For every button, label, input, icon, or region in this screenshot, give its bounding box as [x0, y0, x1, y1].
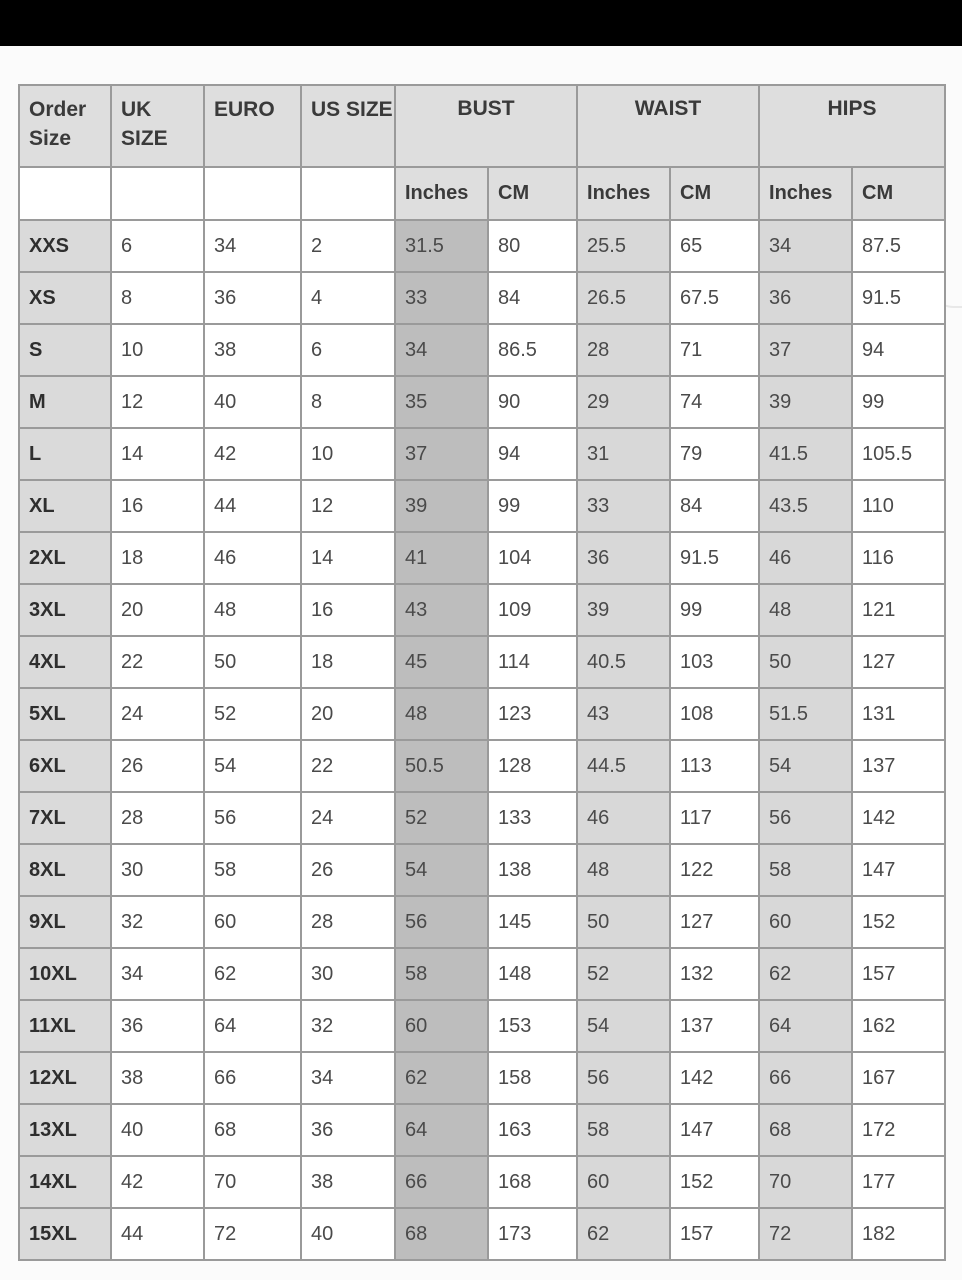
- bust-cm-cell: 133: [488, 792, 577, 844]
- euro-size-cell: 42: [204, 428, 301, 480]
- hips-cm-cell: 131: [852, 688, 945, 740]
- waist-cm-cell: 142: [670, 1052, 759, 1104]
- waist-cm-cell: 122: [670, 844, 759, 896]
- uk-size-cell: 32: [111, 896, 204, 948]
- waist-cm-cell: 99: [670, 584, 759, 636]
- bust-cm-cell: 80: [488, 220, 577, 272]
- hips-inches-cell: 66: [759, 1052, 852, 1104]
- us-size-cell: 22: [301, 740, 395, 792]
- waist-cm-cell: 84: [670, 480, 759, 532]
- hips-inches-cell: 62: [759, 948, 852, 1000]
- bust-inches-cell: 45: [395, 636, 488, 688]
- us-size-cell: 36: [301, 1104, 395, 1156]
- header-waist: WAIST: [577, 85, 759, 167]
- bust-cm-cell: 94: [488, 428, 577, 480]
- euro-size-cell: 62: [204, 948, 301, 1000]
- bust-inches-cell: 41: [395, 532, 488, 584]
- bust-inches-cell: 54: [395, 844, 488, 896]
- waist-cm-cell: 91.5: [670, 532, 759, 584]
- waist-inches-cell: 58: [577, 1104, 670, 1156]
- bust-cm-cell: 99: [488, 480, 577, 532]
- uk-size-cell: 12: [111, 376, 204, 428]
- waist-inches-cell: 26.5: [577, 272, 670, 324]
- header-bust-cm: CM: [488, 167, 577, 220]
- table-row: [19, 220, 945, 272]
- us-size-cell: 30: [301, 948, 395, 1000]
- euro-size-cell: 34: [204, 220, 301, 272]
- euro-size-cell: 36: [204, 272, 301, 324]
- us-size-cell: 34: [301, 1052, 395, 1104]
- header-waist-inches: Inches: [577, 167, 670, 220]
- hips-cm-cell: 121: [852, 584, 945, 636]
- bust-inches-cell: 33: [395, 272, 488, 324]
- hips-inches-cell: 51.5: [759, 688, 852, 740]
- hips-cm-cell: 137: [852, 740, 945, 792]
- order-size-cell: 5XL: [19, 688, 111, 740]
- hips-inches-cell: 70: [759, 1156, 852, 1208]
- header-bust-inches: Inches: [395, 167, 488, 220]
- uk-size-cell: 26: [111, 740, 204, 792]
- hips-cm-cell: 172: [852, 1104, 945, 1156]
- uk-size-cell: 14: [111, 428, 204, 480]
- us-size-cell: 18: [301, 636, 395, 688]
- table-row: [19, 376, 945, 428]
- order-size-cell: 12XL: [19, 1052, 111, 1104]
- waist-cm-cell: 71: [670, 324, 759, 376]
- euro-size-cell: 48: [204, 584, 301, 636]
- bust-inches-cell: 52: [395, 792, 488, 844]
- size-chart-container: [18, 84, 944, 1259]
- header-us-size: US SIZE: [301, 85, 395, 167]
- header-uk-size: UK SIZE: [111, 85, 204, 167]
- order-size-cell: XXS: [19, 220, 111, 272]
- hips-inches-cell: 34: [759, 220, 852, 272]
- waist-inches-cell: 43: [577, 688, 670, 740]
- waist-inches-cell: 28: [577, 324, 670, 376]
- table-row: [19, 272, 945, 324]
- hips-cm-cell: 94: [852, 324, 945, 376]
- us-size-cell: 16: [301, 584, 395, 636]
- euro-size-cell: 64: [204, 1000, 301, 1052]
- bust-inches-cell: 48: [395, 688, 488, 740]
- waist-cm-cell: 152: [670, 1156, 759, 1208]
- order-size-cell: 2XL: [19, 532, 111, 584]
- table-row: [19, 324, 945, 376]
- waist-cm-cell: 117: [670, 792, 759, 844]
- bust-cm-cell: 148: [488, 948, 577, 1000]
- uk-size-cell: 8: [111, 272, 204, 324]
- table-row: [19, 1000, 945, 1052]
- header-euro: EURO: [204, 85, 301, 167]
- bust-inches-cell: 35: [395, 376, 488, 428]
- waist-cm-cell: 79: [670, 428, 759, 480]
- header-order-size: Order Size: [19, 85, 111, 167]
- header-hips-inches: Inches: [759, 167, 852, 220]
- bust-inches-cell: 39: [395, 480, 488, 532]
- bust-inches-cell: 68: [395, 1208, 488, 1260]
- table-row: [19, 896, 945, 948]
- bust-cm-cell: 145: [488, 896, 577, 948]
- us-size-cell: 6: [301, 324, 395, 376]
- hips-cm-cell: 91.5: [852, 272, 945, 324]
- order-size-cell: S: [19, 324, 111, 376]
- hips-cm-cell: 105.5: [852, 428, 945, 480]
- table-row: [19, 636, 945, 688]
- uk-size-cell: 10: [111, 324, 204, 376]
- order-size-cell: 4XL: [19, 636, 111, 688]
- us-size-cell: 14: [301, 532, 395, 584]
- waist-cm-cell: 67.5: [670, 272, 759, 324]
- table-row: [19, 1052, 945, 1104]
- order-size-cell: 14XL: [19, 1156, 111, 1208]
- order-size-cell: XL: [19, 480, 111, 532]
- order-size-cell: 13XL: [19, 1104, 111, 1156]
- order-size-cell: M: [19, 376, 111, 428]
- bust-cm-cell: 84: [488, 272, 577, 324]
- table-row: [19, 584, 945, 636]
- order-size-cell: L: [19, 428, 111, 480]
- us-size-cell: 40: [301, 1208, 395, 1260]
- table-row: [19, 740, 945, 792]
- euro-size-cell: 56: [204, 792, 301, 844]
- us-size-cell: 12: [301, 480, 395, 532]
- hips-cm-cell: 177: [852, 1156, 945, 1208]
- waist-inches-cell: 48: [577, 844, 670, 896]
- header-row-units: [19, 167, 945, 220]
- waist-inches-cell: 62: [577, 1208, 670, 1260]
- euro-size-cell: 68: [204, 1104, 301, 1156]
- hips-cm-cell: 87.5: [852, 220, 945, 272]
- blank-cell: [204, 167, 301, 220]
- hips-inches-cell: 46: [759, 532, 852, 584]
- hips-cm-cell: 167: [852, 1052, 945, 1104]
- waist-inches-cell: 60: [577, 1156, 670, 1208]
- bust-inches-cell: 56: [395, 896, 488, 948]
- uk-size-cell: 6: [111, 220, 204, 272]
- bust-cm-cell: 138: [488, 844, 577, 896]
- waist-inches-cell: 39: [577, 584, 670, 636]
- euro-size-cell: 40: [204, 376, 301, 428]
- hips-inches-cell: 48: [759, 584, 852, 636]
- waist-inches-cell: 31: [577, 428, 670, 480]
- hips-inches-cell: 50: [759, 636, 852, 688]
- uk-size-cell: 16: [111, 480, 204, 532]
- order-size-cell: 15XL: [19, 1208, 111, 1260]
- waist-inches-cell: 46: [577, 792, 670, 844]
- table-row: [19, 688, 945, 740]
- waist-inches-cell: 50: [577, 896, 670, 948]
- table-row: [19, 844, 945, 896]
- bust-cm-cell: 90: [488, 376, 577, 428]
- top-black-bar: [0, 0, 962, 46]
- order-size-cell: 9XL: [19, 896, 111, 948]
- bust-inches-cell: 58: [395, 948, 488, 1000]
- table-row: [19, 1104, 945, 1156]
- hips-inches-cell: 43.5: [759, 480, 852, 532]
- us-size-cell: 10: [301, 428, 395, 480]
- table-row: [19, 1156, 945, 1208]
- blank-cell: [19, 167, 111, 220]
- euro-size-cell: 60: [204, 896, 301, 948]
- bust-cm-cell: 128: [488, 740, 577, 792]
- hips-inches-cell: 41.5: [759, 428, 852, 480]
- us-size-cell: 28: [301, 896, 395, 948]
- uk-size-cell: 18: [111, 532, 204, 584]
- uk-size-cell: 38: [111, 1052, 204, 1104]
- uk-size-cell: 36: [111, 1000, 204, 1052]
- order-size-cell: 10XL: [19, 948, 111, 1000]
- table-row: [19, 480, 945, 532]
- hips-cm-cell: 147: [852, 844, 945, 896]
- uk-size-cell: 44: [111, 1208, 204, 1260]
- hips-inches-cell: 36: [759, 272, 852, 324]
- hips-inches-cell: 54: [759, 740, 852, 792]
- bust-inches-cell: 43: [395, 584, 488, 636]
- hips-cm-cell: 157: [852, 948, 945, 1000]
- euro-size-cell: 58: [204, 844, 301, 896]
- waist-inches-cell: 40.5: [577, 636, 670, 688]
- waist-cm-cell: 157: [670, 1208, 759, 1260]
- table-row: [19, 428, 945, 480]
- euro-size-cell: 44: [204, 480, 301, 532]
- bust-cm-cell: 168: [488, 1156, 577, 1208]
- hips-inches-cell: 58: [759, 844, 852, 896]
- header-row-main: [19, 85, 945, 167]
- header-hips: HIPS: [759, 85, 945, 167]
- waist-inches-cell: 52: [577, 948, 670, 1000]
- hips-inches-cell: 60: [759, 896, 852, 948]
- hips-inches-cell: 68: [759, 1104, 852, 1156]
- bust-inches-cell: 62: [395, 1052, 488, 1104]
- bust-cm-cell: 109: [488, 584, 577, 636]
- euro-size-cell: 72: [204, 1208, 301, 1260]
- header-hips-cm: CM: [852, 167, 945, 220]
- bust-cm-cell: 158: [488, 1052, 577, 1104]
- table-row: [19, 532, 945, 584]
- bust-inches-cell: 31.5: [395, 220, 488, 272]
- us-size-cell: 20: [301, 688, 395, 740]
- euro-size-cell: 66: [204, 1052, 301, 1104]
- uk-size-cell: 20: [111, 584, 204, 636]
- blank-cell: [111, 167, 204, 220]
- table-row: [19, 1208, 945, 1260]
- euro-size-cell: 50: [204, 636, 301, 688]
- hips-cm-cell: 162: [852, 1000, 945, 1052]
- hips-inches-cell: 72: [759, 1208, 852, 1260]
- hips-cm-cell: 127: [852, 636, 945, 688]
- us-size-cell: 2: [301, 220, 395, 272]
- bust-cm-cell: 123: [488, 688, 577, 740]
- waist-cm-cell: 113: [670, 740, 759, 792]
- uk-size-cell: 28: [111, 792, 204, 844]
- bust-inches-cell: 64: [395, 1104, 488, 1156]
- us-size-cell: 32: [301, 1000, 395, 1052]
- order-size-cell: 3XL: [19, 584, 111, 636]
- waist-cm-cell: 147: [670, 1104, 759, 1156]
- uk-size-cell: 22: [111, 636, 204, 688]
- bust-inches-cell: 37: [395, 428, 488, 480]
- order-size-cell: XS: [19, 272, 111, 324]
- hips-inches-cell: 56: [759, 792, 852, 844]
- hips-cm-cell: 142: [852, 792, 945, 844]
- bust-cm-cell: 104: [488, 532, 577, 584]
- table-row: [19, 792, 945, 844]
- waist-inches-cell: 29: [577, 376, 670, 428]
- order-size-cell: 6XL: [19, 740, 111, 792]
- us-size-cell: 38: [301, 1156, 395, 1208]
- header-bust: BUST: [395, 85, 577, 167]
- us-size-cell: 26: [301, 844, 395, 896]
- size-chart-table: [18, 84, 946, 1261]
- uk-size-cell: 30: [111, 844, 204, 896]
- us-size-cell: 8: [301, 376, 395, 428]
- euro-size-cell: 46: [204, 532, 301, 584]
- bust-cm-cell: 163: [488, 1104, 577, 1156]
- hips-inches-cell: 37: [759, 324, 852, 376]
- waist-inches-cell: 56: [577, 1052, 670, 1104]
- waist-inches-cell: 54: [577, 1000, 670, 1052]
- euro-size-cell: 54: [204, 740, 301, 792]
- hips-inches-cell: 39: [759, 376, 852, 428]
- bust-inches-cell: 50.5: [395, 740, 488, 792]
- bust-inches-cell: 34: [395, 324, 488, 376]
- uk-size-cell: 24: [111, 688, 204, 740]
- size-rows: [19, 220, 945, 1260]
- hips-cm-cell: 116: [852, 532, 945, 584]
- waist-cm-cell: 108: [670, 688, 759, 740]
- waist-cm-cell: 137: [670, 1000, 759, 1052]
- uk-size-cell: 42: [111, 1156, 204, 1208]
- header-waist-cm: CM: [670, 167, 759, 220]
- uk-size-cell: 34: [111, 948, 204, 1000]
- bust-cm-cell: 86.5: [488, 324, 577, 376]
- bust-cm-cell: 114: [488, 636, 577, 688]
- waist-cm-cell: 103: [670, 636, 759, 688]
- waist-inches-cell: 25.5: [577, 220, 670, 272]
- waist-cm-cell: 132: [670, 948, 759, 1000]
- hips-cm-cell: 152: [852, 896, 945, 948]
- uk-size-cell: 40: [111, 1104, 204, 1156]
- euro-size-cell: 38: [204, 324, 301, 376]
- us-size-cell: 24: [301, 792, 395, 844]
- table-row: [19, 948, 945, 1000]
- bust-inches-cell: 60: [395, 1000, 488, 1052]
- hips-inches-cell: 64: [759, 1000, 852, 1052]
- waist-cm-cell: 65: [670, 220, 759, 272]
- hips-cm-cell: 99: [852, 376, 945, 428]
- bust-inches-cell: 66: [395, 1156, 488, 1208]
- order-size-cell: 7XL: [19, 792, 111, 844]
- waist-cm-cell: 74: [670, 376, 759, 428]
- us-size-cell: 4: [301, 272, 395, 324]
- euro-size-cell: 52: [204, 688, 301, 740]
- waist-inches-cell: 44.5: [577, 740, 670, 792]
- waist-cm-cell: 127: [670, 896, 759, 948]
- order-size-cell: 11XL: [19, 1000, 111, 1052]
- euro-size-cell: 70: [204, 1156, 301, 1208]
- hips-cm-cell: 182: [852, 1208, 945, 1260]
- waist-inches-cell: 33: [577, 480, 670, 532]
- order-size-cell: 8XL: [19, 844, 111, 896]
- waist-inches-cell: 36: [577, 532, 670, 584]
- bust-cm-cell: 153: [488, 1000, 577, 1052]
- hips-cm-cell: 110: [852, 480, 945, 532]
- blank-cell: [301, 167, 395, 220]
- bust-cm-cell: 173: [488, 1208, 577, 1260]
